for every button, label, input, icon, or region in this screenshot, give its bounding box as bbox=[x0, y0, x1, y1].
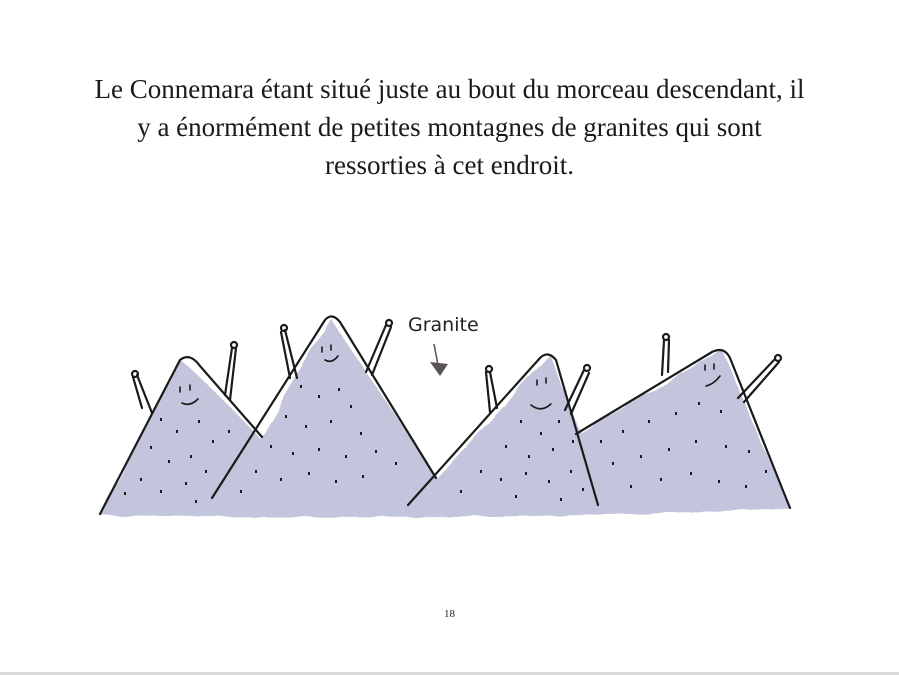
granite-label: Granite bbox=[408, 314, 479, 336]
arm bbox=[281, 330, 297, 378]
arm bbox=[486, 372, 497, 412]
watercolor-wash bbox=[100, 318, 790, 517]
paragraph-text: Le Connemara étant situé juste au bout du morceau descendant, il y a énormément de petites montagnes de granites qui sont ressorties à cet endroit. bbox=[94, 74, 805, 180]
arm bbox=[225, 348, 236, 400]
granite-arrow bbox=[430, 344, 448, 376]
page-number: 18 bbox=[444, 608, 455, 620]
arm bbox=[133, 375, 152, 413]
arm bbox=[662, 340, 669, 375]
arm bbox=[366, 325, 391, 375]
